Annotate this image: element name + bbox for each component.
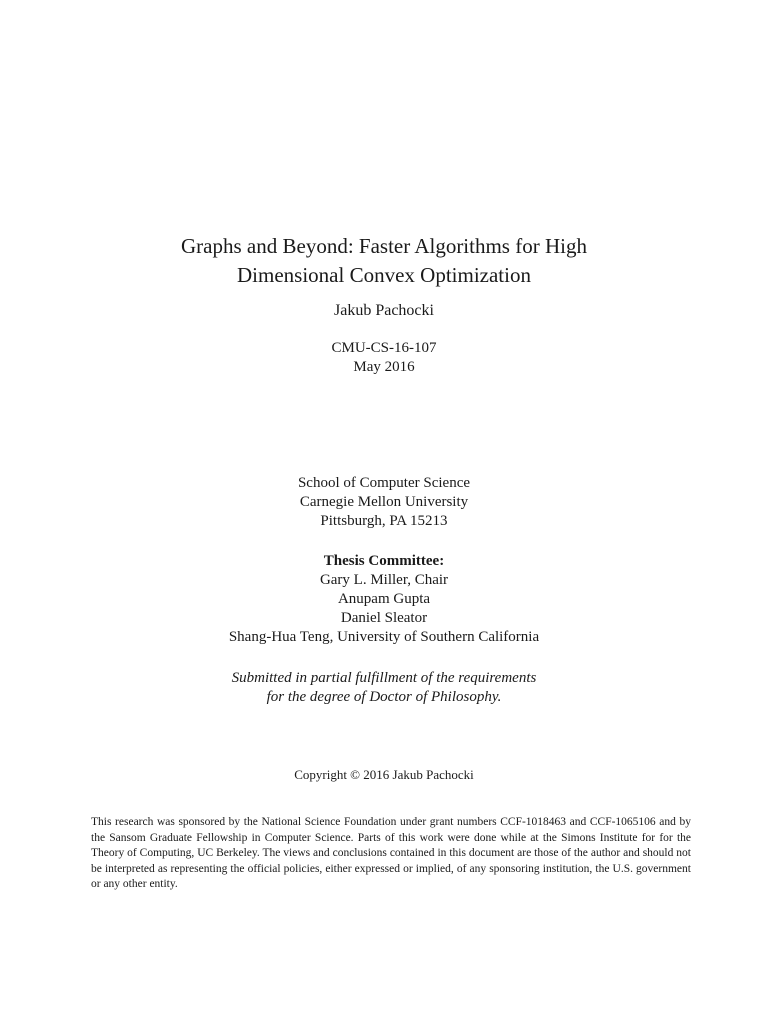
thesis-title-line-1: Graphs and Beyond: Faster Algorithms for High [181, 234, 587, 258]
thesis-title [0, 232, 768, 290]
thesis-committee [0, 552, 768, 647]
funding-disclaimer: This research was sponsored by the National Science Foundation under grant numbers CCF-1018463 and CCF-1065106 and by the Sansom Graduate Fellowship in Computer Science. Parts of this work were done while at the Simons Institute for for the Theory of Computing, UC Berkeley. The views and conclusions contained in this document are those of the author and should not be interpreted as representing the official policies, either expressed or implied, of any sponsoring institution, the U.S. government or any other entity. [91, 816, 691, 890]
copyright-notice: Copyright © 2016 Jakub Pachocki [294, 767, 474, 782]
school-name: School of Computer Science [297, 475, 471, 491]
committee-member: Daniel Sleator [340, 610, 428, 626]
report-info [0, 339, 768, 377]
report-number: CMU-CS-16-107 [331, 340, 437, 356]
university-name: Carnegie Mellon University [299, 494, 469, 510]
submission-statement [0, 669, 768, 707]
thesis-title-line-2: Dimensional Convex Optimization [237, 263, 531, 287]
report-date: May 2016 [353, 359, 415, 375]
committee-member: Gary L. Miller, Chair [319, 572, 449, 588]
author-name: Jakub Pachocki [334, 302, 434, 319]
committee-heading: Thesis Committee: [323, 553, 445, 569]
committee-member: Shang-Hua Teng, University of Southern California [228, 629, 540, 645]
submission-line-2: for the degree of Doctor of Philosophy. [266, 689, 502, 705]
committee-member: Anupam Gupta [337, 591, 431, 607]
location: Pittsburgh, PA 15213 [320, 513, 448, 529]
affiliation-block [0, 474, 768, 531]
submission-line-1: Submitted in partial fulfillment of the requirements [231, 670, 537, 686]
